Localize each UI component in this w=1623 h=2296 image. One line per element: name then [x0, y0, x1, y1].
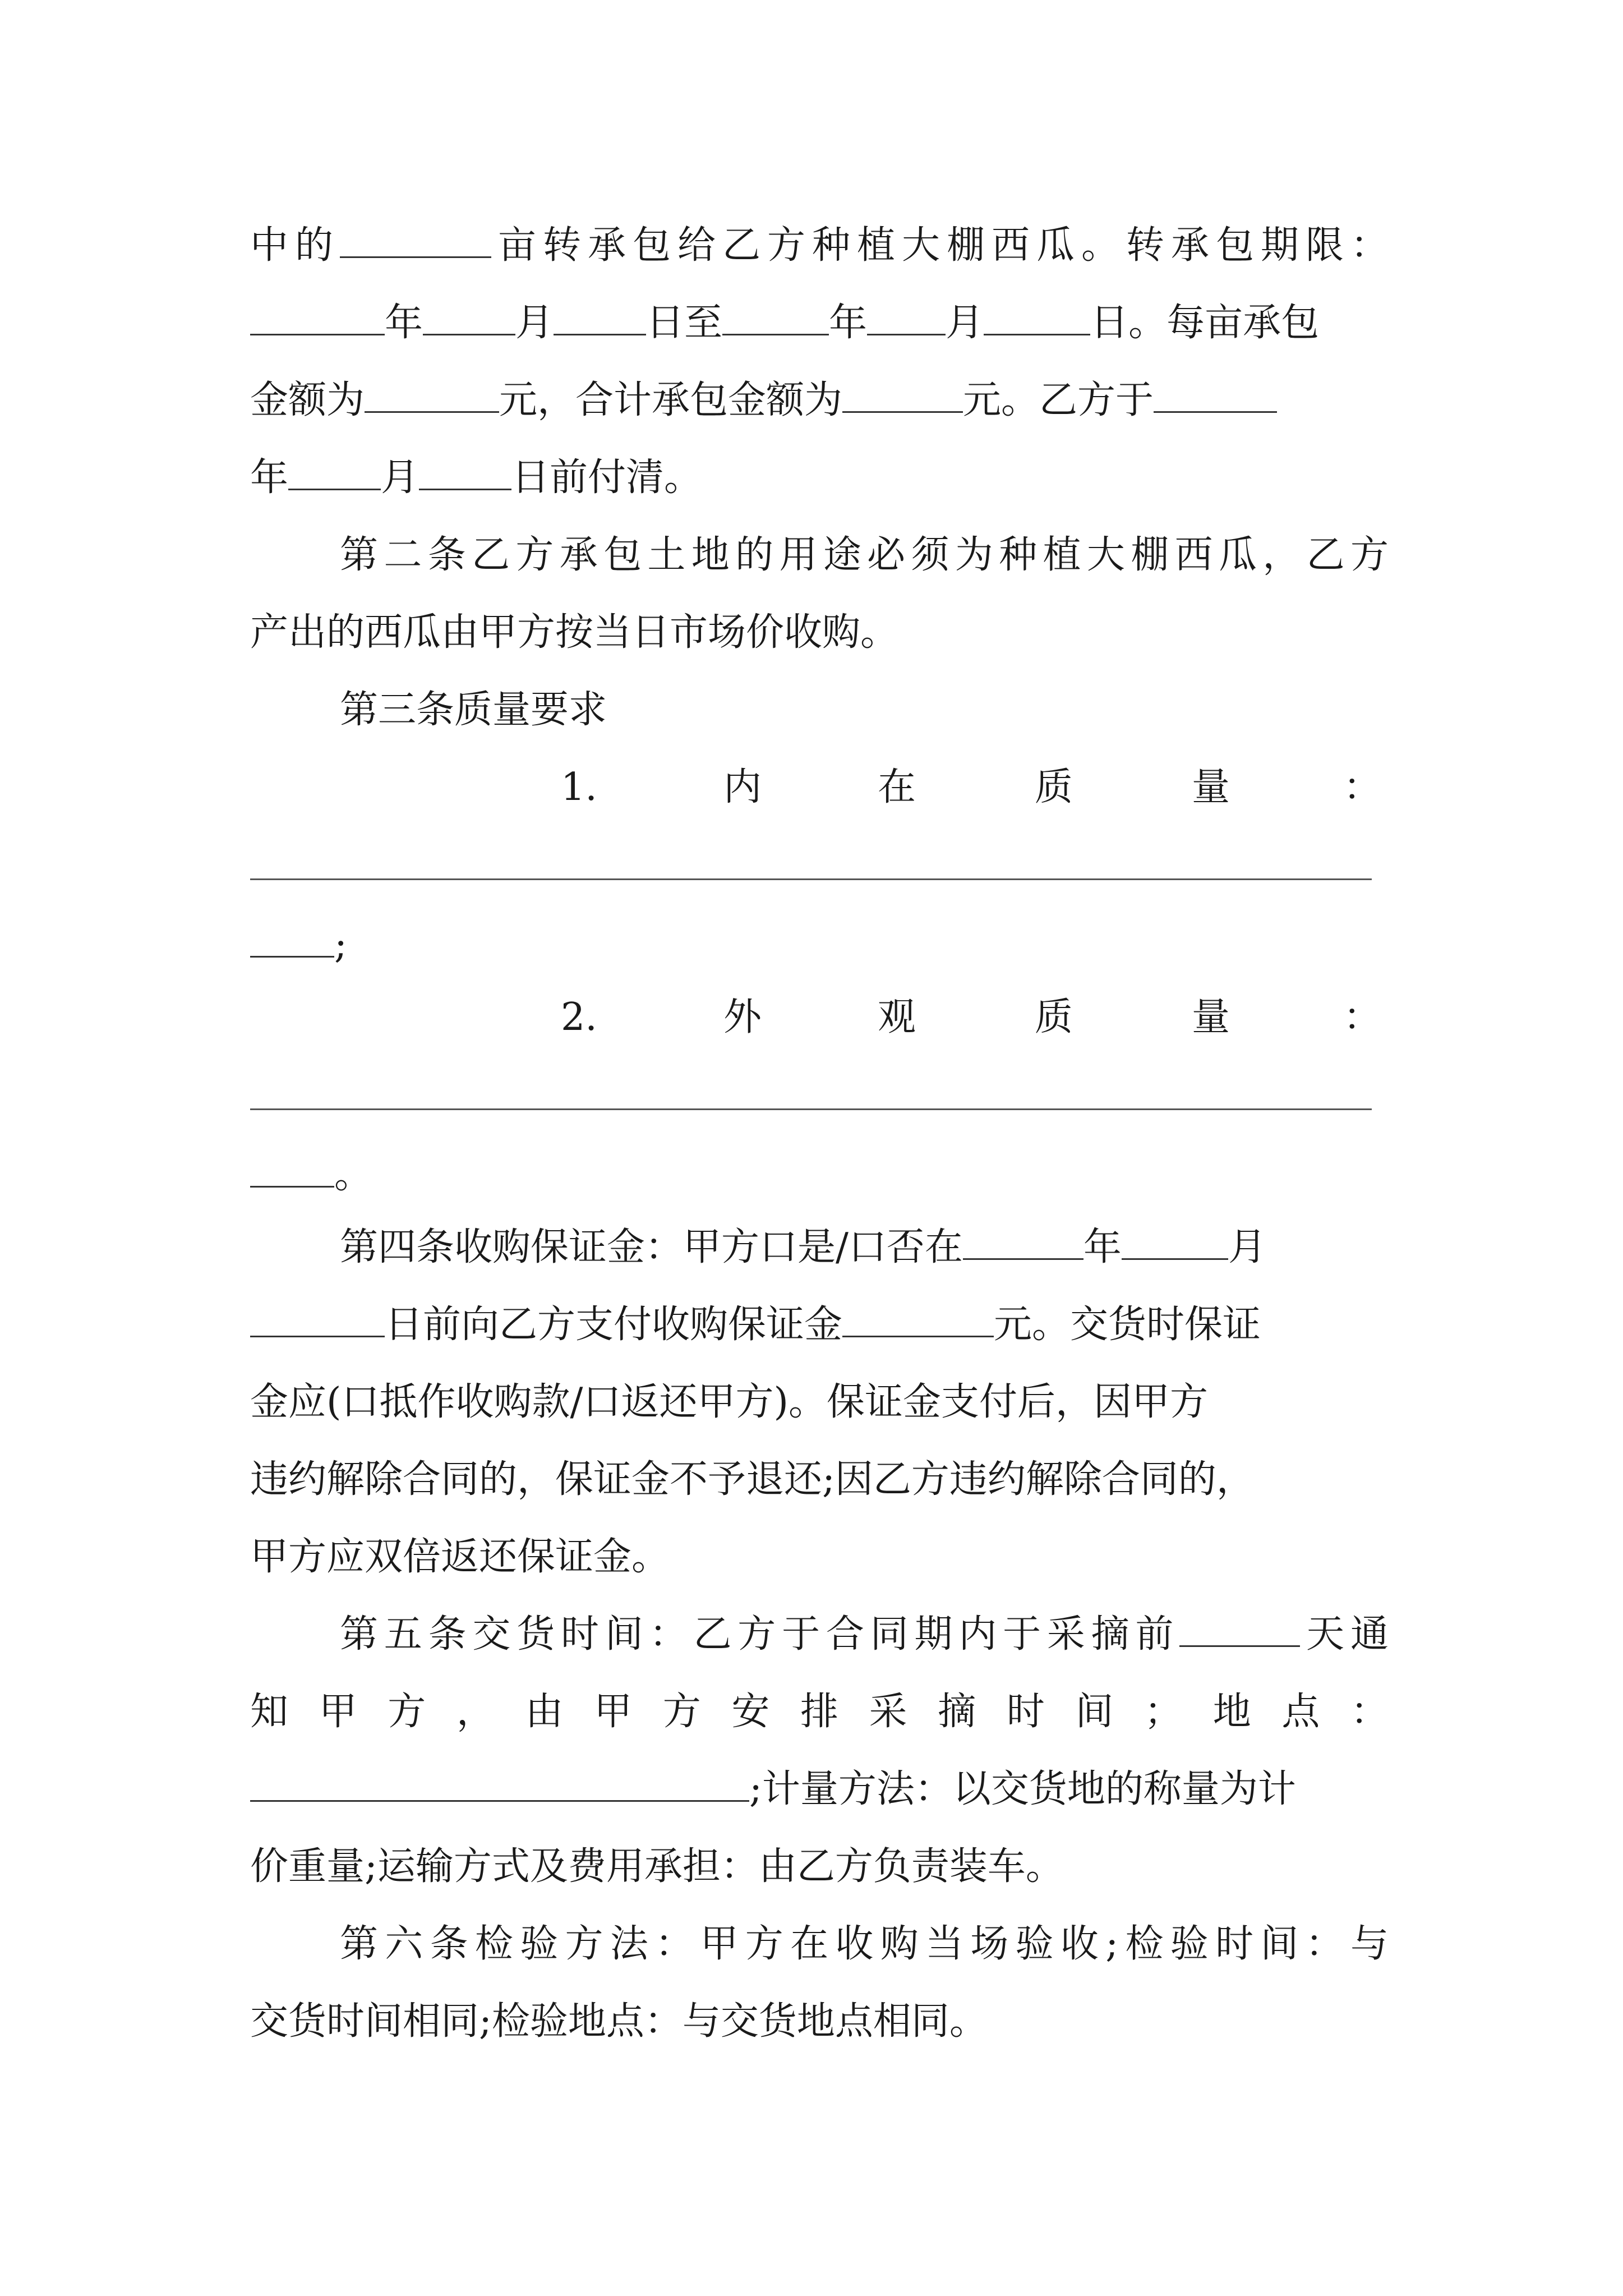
- paragraph-line: [250, 215, 1389, 277]
- article-6-line-2: 交货时间相同;检验地点：与交货地点相同。: [250, 1999, 988, 2044]
- article-2-line-2: 产出的西瓜由甲方按当日市场价收购。: [250, 610, 899, 655]
- fill-blank: [842, 1302, 994, 1337]
- fill-blank: [722, 300, 829, 335]
- paragraph-line: [250, 370, 1389, 431]
- text-span: 日前向乙方支付收购保证金: [385, 1303, 843, 1347]
- text-span: 。: [334, 1153, 373, 1197]
- text-span: ;: [334, 923, 347, 967]
- text-span: 年: [829, 301, 868, 345]
- article-5-line-4: 价重量;运输方式及费用承担：由乙方负责装车。: [250, 1844, 1064, 1889]
- fill-blank: [340, 223, 491, 258]
- article-3-heading: 第三条质量要求: [340, 688, 607, 732]
- fill-blank: [1179, 1612, 1300, 1647]
- paragraph-line: [250, 1759, 1389, 1820]
- fill-blank: [867, 300, 946, 335]
- fill-blank: [250, 1766, 749, 1802]
- text-span: 第五条交货时间：乙方于合同期内于采摘前: [340, 1612, 1180, 1657]
- item-1-char: 量: [1192, 765, 1230, 809]
- fill-blank: [419, 455, 511, 490]
- item-2-colon: ：: [1343, 995, 1382, 1039]
- article-4-line-3: 金应(口抵作收购款/口返还甲方)。保证金支付后，因甲方: [250, 1380, 1208, 1424]
- text-span: 年: [250, 455, 289, 500]
- paragraph-line: [250, 914, 1389, 976]
- text-span: 月: [946, 301, 984, 345]
- text-span: 日前付清。: [511, 455, 703, 500]
- text-span: 月: [1228, 1225, 1266, 1269]
- text-span: 月: [515, 301, 554, 345]
- item-2-char: 外: [723, 995, 762, 1039]
- fill-line: [250, 878, 1372, 880]
- fill-line: [250, 1108, 1372, 1110]
- article-4-line-4: 违约解除合同的，保证金不予退还;因乙方违约解除合同的，: [250, 1457, 1255, 1502]
- fill-blank: [250, 300, 385, 335]
- text-span: 日。每亩承包: [1090, 301, 1320, 345]
- paragraph-line: [340, 1217, 1389, 1278]
- fill-blank: [250, 1152, 334, 1188]
- article-6-line-1: 第六条检验方法：甲方在收购当场验收;检验时间：与: [340, 1922, 1389, 1966]
- text-span: 元。乙方于: [963, 378, 1154, 422]
- fill-blank: [250, 1302, 385, 1337]
- fill-blank: [963, 1225, 1083, 1260]
- item-1-char: 内: [723, 765, 762, 809]
- article-2-line-1: 第二条乙方承包土地的用途必须为种植大棚西瓜，乙方: [340, 533, 1389, 577]
- fill-blank: [288, 455, 381, 490]
- text-span: 天通: [1300, 1612, 1389, 1657]
- article-4-line-5: 甲方应双倍返还保证金。: [250, 1535, 670, 1579]
- paragraph-line: [250, 447, 1389, 509]
- text-span: 亩转承包给乙方种植大棚西瓜。转承包期限：: [491, 223, 1389, 268]
- text-span: 年: [1083, 1225, 1122, 1269]
- item-1-colon: ：: [1343, 765, 1382, 809]
- text-span: 第四条收购保证金：甲方口是/口否在: [340, 1225, 963, 1269]
- fill-blank: [554, 300, 646, 335]
- paragraph-line: [340, 1604, 1389, 1665]
- fill-blank: [984, 300, 1090, 335]
- text-span: 年: [385, 301, 423, 345]
- item-2-number: 2.: [561, 995, 597, 1039]
- fill-blank: [423, 300, 515, 335]
- fill-blank: [250, 922, 334, 958]
- text-span: 日至: [646, 301, 723, 345]
- fill-blank: [1122, 1225, 1228, 1260]
- paragraph-line: [250, 1144, 1389, 1206]
- item-1-number: 1.: [561, 765, 597, 809]
- item-2-char: 量: [1192, 995, 1230, 1039]
- fill-blank: [842, 378, 963, 413]
- text-span: 月: [381, 455, 419, 500]
- fill-blank: [365, 378, 499, 413]
- article-5-line-2: 知甲方，由甲方安排采摘时间；地点：: [250, 1690, 1389, 1734]
- item-1-char: 在: [878, 765, 916, 809]
- text-span: 中的: [250, 223, 340, 268]
- paragraph-line: [250, 1294, 1389, 1356]
- paragraph-line: [250, 292, 1389, 354]
- item-1-char: 质: [1035, 765, 1073, 809]
- text-span: 金额为: [250, 378, 365, 422]
- text-span: 元。交货时保证: [994, 1303, 1261, 1347]
- item-2-char: 质: [1035, 995, 1073, 1039]
- text-span: ;计量方法：以交货地的称量为计: [749, 1767, 1296, 1811]
- fill-blank: [1154, 378, 1277, 413]
- text-span: 元，合计承包金额为: [499, 378, 843, 422]
- item-2-char: 观: [878, 995, 916, 1039]
